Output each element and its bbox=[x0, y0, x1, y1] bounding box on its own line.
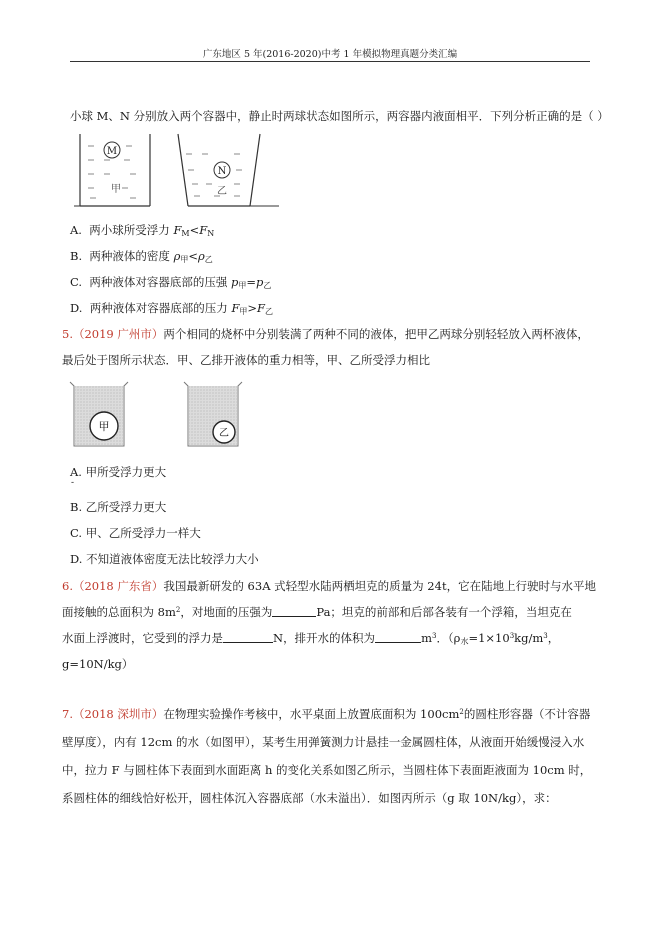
q5-figure bbox=[68, 380, 268, 450]
q4-figure bbox=[74, 130, 314, 210]
q6-text: kg/m bbox=[514, 631, 544, 645]
stray-mark: - bbox=[71, 478, 75, 488]
option-prefix: D. bbox=[70, 552, 83, 566]
option-prefix: A. bbox=[70, 223, 82, 237]
option-sub: 甲 bbox=[239, 307, 248, 316]
q7-line4: 系圆柱体的细线恰好松开，圆柱体沉入容器底部（水未溢出）．如图丙所示（g 取 10N/kg），求： bbox=[62, 791, 557, 805]
q6-line3 bbox=[62, 630, 559, 647]
q6-line1 bbox=[62, 578, 596, 594]
option-prefix: B. bbox=[70, 249, 83, 263]
q6-text: 面接触的总面积为 8m bbox=[62, 605, 176, 619]
option-text: 甲所受浮力更大 bbox=[85, 465, 167, 479]
q6-text: 我国最新研发的 63A 式轻型水陆两栖坦克的质量为 24t，它在陆地上行驶时与水平地 bbox=[163, 579, 597, 593]
q4-option-d[interactable] bbox=[70, 300, 273, 317]
option-prefix: C. bbox=[70, 275, 83, 289]
q6-text: Pa；坦克的前部和后部各装有一个浮箱，当坦克在 bbox=[316, 605, 572, 619]
option-formula: F bbox=[231, 301, 240, 315]
q6-text: ， bbox=[547, 631, 560, 645]
q5-stem-line2: 最后处于图所示状态．甲、乙排开液体的重力相等，甲、乙所受浮力相比 bbox=[62, 353, 430, 367]
option-sub: 乙 bbox=[204, 255, 213, 264]
q4-option-a[interactable] bbox=[70, 222, 214, 238]
q6-sub: 水 bbox=[460, 637, 469, 646]
page-header: 广东地区 5 年(2016-2020)中考 1 年模拟物理真题分类汇编 bbox=[202, 49, 458, 60]
liquid-yi-label: 乙 bbox=[217, 186, 227, 197]
q6-text: ，对地面的压强为 bbox=[180, 605, 273, 619]
q6-text: N，排开水的体积为 bbox=[273, 631, 376, 645]
option-sub: 甲 bbox=[180, 255, 189, 264]
q4-stem: 小球 M、N 分别放入两个容器中，静止时两球状态如图所示，两容器内液面相平．下列分析正确的是（ ） bbox=[70, 109, 609, 123]
q6-text: m bbox=[421, 631, 432, 645]
q6-text: 水面上浮渡时，它受到的浮力是 bbox=[62, 631, 223, 645]
option-sub: 乙 bbox=[263, 281, 272, 290]
q6-sup: 2 bbox=[175, 606, 181, 614]
q6-line4: g=10N/kg） bbox=[62, 657, 134, 671]
ball-yi-label: 乙 bbox=[219, 428, 229, 439]
q6-sup: 3 bbox=[543, 632, 548, 640]
q4-option-c[interactable] bbox=[70, 274, 271, 291]
q7-line1 bbox=[62, 706, 590, 722]
q4-option-b[interactable] bbox=[70, 248, 213, 265]
q7-text: 在物理实验操作考核中，水平桌面上放置底面积为 100cm bbox=[163, 707, 460, 721]
option-text: 甲、乙所受浮力一样大 bbox=[85, 526, 201, 540]
q5-number-tag: 5.（2019 广州市） bbox=[62, 327, 164, 341]
option-prefix: C. bbox=[70, 526, 83, 540]
option-text: 不知道液体密度无法比较浮力大小 bbox=[86, 552, 259, 566]
option-sub: 甲 bbox=[238, 281, 247, 290]
q6-blank-pressure[interactable] bbox=[272, 606, 316, 617]
q5-stem-line1 bbox=[62, 326, 589, 342]
q6-text: ．（ρ bbox=[436, 631, 461, 645]
option-formula: F bbox=[173, 223, 182, 237]
q5-stem-text: 两个相同的烧杯中分别装满了两种不同的液体，把甲乙两球分别轻轻放入两杯液体， bbox=[163, 327, 589, 341]
q6-text: =1×10 bbox=[468, 631, 510, 645]
ball-jia-label: 甲 bbox=[98, 420, 110, 433]
option-text: 两种液体对容器底部的压力 bbox=[89, 301, 232, 315]
q7-text: 的圆柱形容器（不计容器 bbox=[463, 707, 591, 721]
q5-option-c[interactable] bbox=[70, 525, 201, 541]
q6-number-tag: 6.（2018 广东省） bbox=[62, 579, 164, 593]
q5-option-b[interactable] bbox=[70, 499, 166, 515]
option-prefix: D. bbox=[70, 301, 83, 315]
q6-sup: 3 bbox=[509, 632, 515, 640]
option-prefix: A. bbox=[70, 465, 82, 479]
option-relation: <F bbox=[189, 223, 208, 237]
q6-blank-buoyancy[interactable] bbox=[223, 632, 273, 643]
option-prefix: B. bbox=[70, 500, 83, 514]
option-formula: p bbox=[231, 275, 239, 289]
q7-sup: 2 bbox=[459, 708, 464, 716]
header-rule bbox=[70, 61, 590, 62]
q7-line3: 中，拉力 F 与圆柱体下表面到水面距离 h 的变化关系如图乙所示，当圆柱体下表面距液面为 10cm 时， bbox=[62, 763, 592, 777]
option-sub: M bbox=[181, 229, 190, 238]
q6-blank-volume[interactable] bbox=[375, 632, 421, 643]
q7-number-tag: 7.（2018 深圳市） bbox=[62, 707, 164, 721]
option-formula: ρ bbox=[173, 249, 181, 263]
q5-option-d[interactable] bbox=[70, 551, 259, 567]
option-relation: >F bbox=[247, 301, 266, 315]
q6-sup: 3 bbox=[431, 632, 437, 640]
option-text: 两种液体的密度 bbox=[89, 249, 174, 263]
beaker-yi bbox=[184, 382, 242, 446]
q5-option-a[interactable] bbox=[70, 464, 166, 480]
ball-n-label: N bbox=[217, 166, 227, 177]
option-relation: =p bbox=[246, 275, 264, 289]
option-sub: N bbox=[207, 229, 215, 238]
container-jia bbox=[74, 134, 150, 206]
option-text: 两小球所受浮力 bbox=[89, 223, 174, 237]
option-text: 乙所受浮力更大 bbox=[85, 500, 167, 514]
q6-line2 bbox=[62, 604, 572, 620]
q7-line2: 壁厚度），内有 12cm 的水（如图甲），某考生用弹簧测力计悬挂一金属圆柱体，从液面开始缓慢浸入水 bbox=[62, 735, 585, 749]
liquid-jia-label: 甲 bbox=[111, 184, 121, 195]
container-yi bbox=[178, 134, 279, 206]
option-relation: <ρ bbox=[188, 249, 205, 263]
beaker-jia bbox=[70, 382, 128, 446]
ball-m-label: M bbox=[106, 146, 118, 157]
option-text: 两种液体对容器底部的压强 bbox=[89, 275, 232, 289]
option-sub: 乙 bbox=[265, 307, 274, 316]
